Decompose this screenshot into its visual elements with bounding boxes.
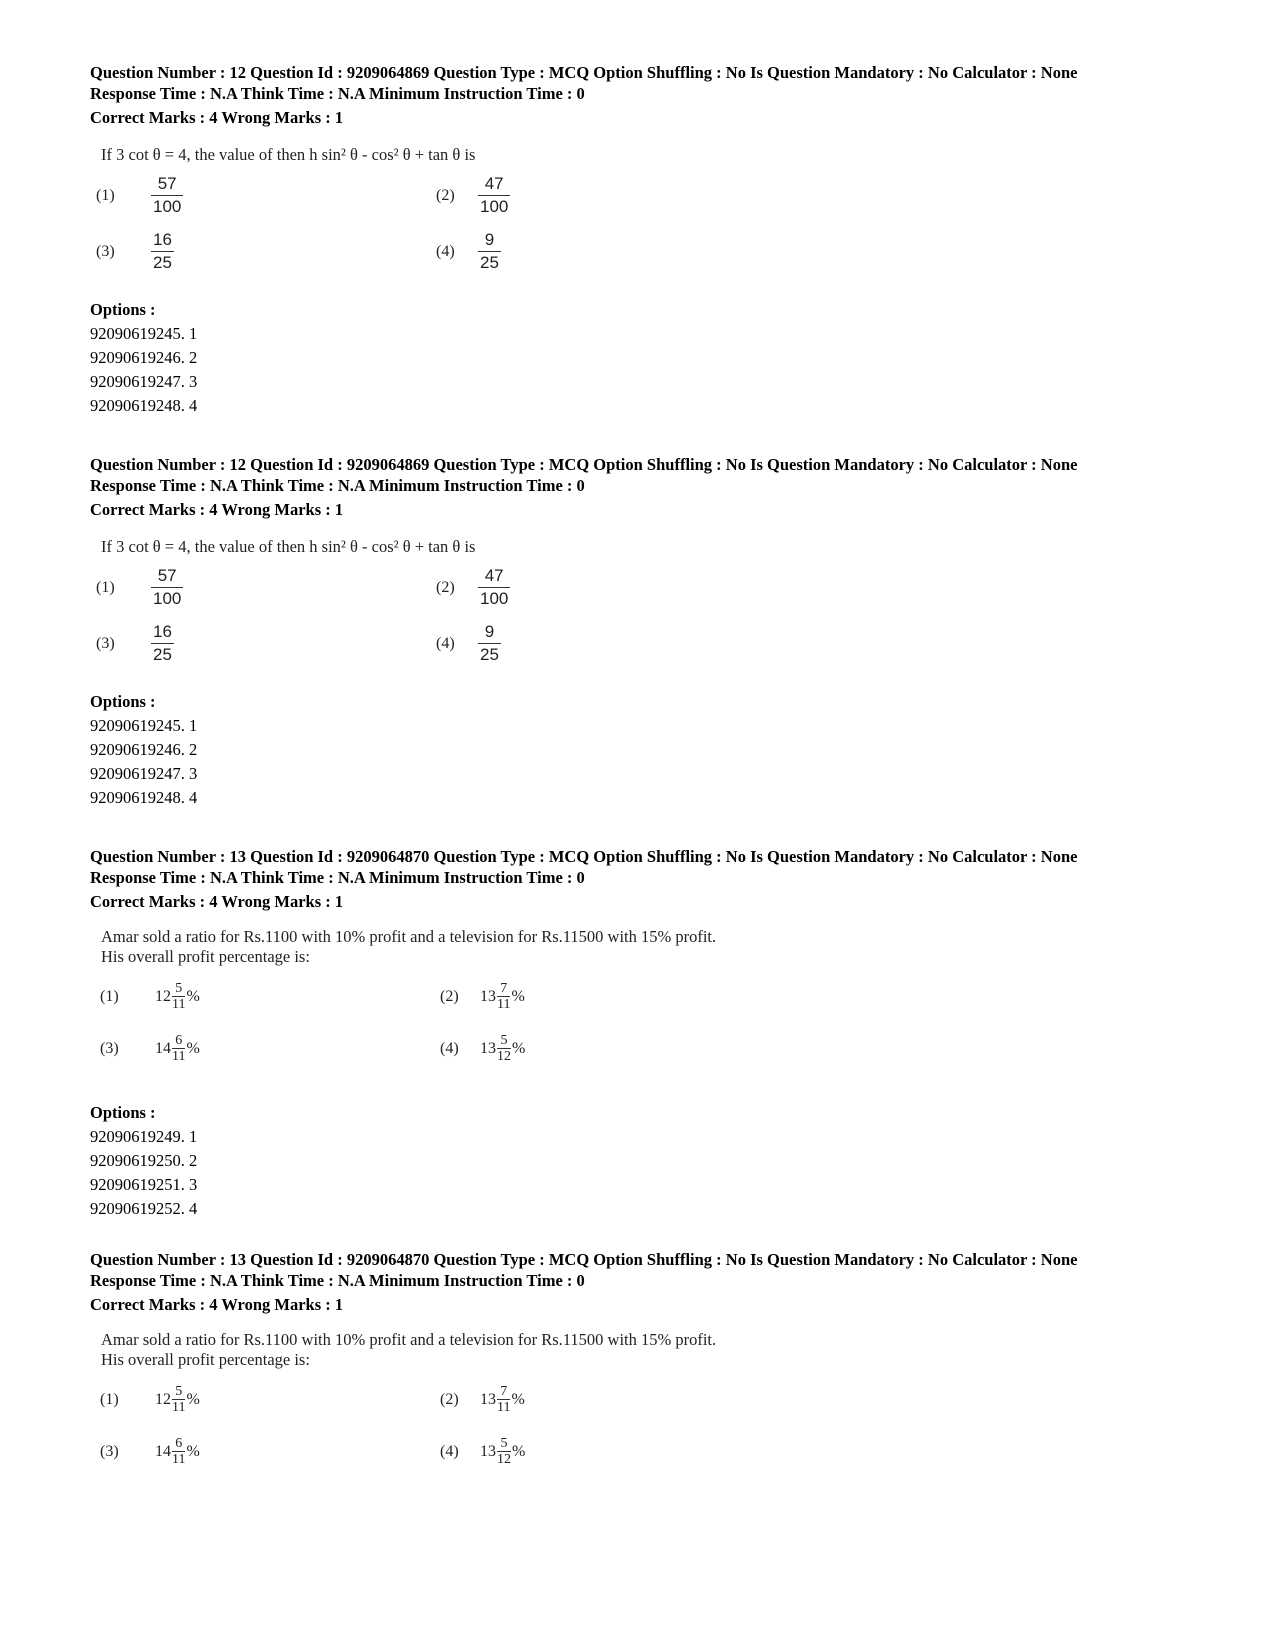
choice-mixed-number: 13 5 12 %	[480, 1033, 526, 1064]
choice-mixed-number: 14 6 11 %	[155, 1436, 200, 1467]
choice-3: (3) $\frac{16}{25}$	[96, 230, 172, 272]
choice-2: (2) $\frac{47}{100}$	[436, 174, 509, 216]
option-id-line: 92090619249. 1	[90, 1127, 198, 1146]
option-id-line: 92090619250. 2	[90, 1151, 198, 1170]
question-header-line1: Question Number : 12 Question Id : 9209064869 Question Type : MCQ Option Shuffling : No Is Question Mandatory : No Calculator : None	[90, 455, 1078, 474]
choice-3: (3) $\frac{16}{25}$	[96, 622, 172, 664]
choice-2: (2) 13 7 11 %	[440, 981, 525, 1012]
choice-4: (4) 13 5 12 %	[440, 1436, 526, 1467]
choice-fraction: $\frac{57}{100}$	[153, 566, 182, 608]
choice-fraction: $\frac{9}{25}$	[480, 230, 499, 272]
options-heading: Options :	[90, 1103, 156, 1122]
marks-line: Correct Marks : 4 Wrong Marks : 1	[90, 500, 344, 519]
options-heading: Options :	[90, 692, 156, 711]
question-header-line1: Question Number : 13 Question Id : 9209064870 Question Type : MCQ Option Shuffling : No Is Question Mandatory : No Calculator : None	[90, 847, 1078, 866]
choice-fraction: $\frac{16}{25}$	[153, 622, 172, 664]
question-header-line1: Question Number : 13 Question Id : 9209064870 Question Type : MCQ Option Shuffling : No Is Question Mandatory : No Calculator : None	[90, 1250, 1078, 1269]
choice-4: (4) 13 5 12 %	[440, 1033, 526, 1064]
question-block-3	[90, 846, 1210, 1221]
question-block-2	[90, 454, 1210, 810]
option-id-line: 92090619252. 4	[90, 1199, 198, 1218]
question-text-line1: Amar sold a ratio for Rs.1100 with 10% profit and a television for Rs.11500 with 15% profit.	[101, 1330, 717, 1349]
choice-mixed-number: 13 5 12 %	[480, 1436, 526, 1467]
answer-choices	[90, 1384, 1210, 1494]
choice-4: (4) $\frac{9}{25}$	[436, 230, 499, 272]
choice-2: (2) 13 7 11 %	[440, 1384, 525, 1415]
option-id-line: 92090619247. 3	[90, 372, 198, 391]
choice-fraction: $\frac{16}{25}$	[153, 230, 172, 272]
question-header-line2: Response Time : N.A Think Time : N.A Minimum Instruction Time : 0	[90, 868, 585, 887]
choice-fraction: $\frac{9}{25}$	[480, 622, 499, 664]
question-block-4	[90, 1249, 1210, 1494]
option-id-line: 92090619251. 3	[90, 1175, 198, 1194]
choice-2: (2) $\frac{47}{100}$	[436, 566, 509, 608]
choice-fraction: $\frac{57}{100}$	[153, 174, 182, 216]
choice-1: (1) 12 5 11 %	[100, 1384, 200, 1415]
option-id-line: 92090619245. 1	[90, 716, 198, 735]
choice-fraction: $\frac{47}{100}$	[480, 174, 509, 216]
question-header-line2: Response Time : N.A Think Time : N.A Minimum Instruction Time : 0	[90, 84, 585, 103]
option-id-line: 92090619246. 2	[90, 740, 198, 759]
option-id-line: 92090619248. 4	[90, 788, 198, 807]
question-header-line2: Response Time : N.A Think Time : N.A Minimum Instruction Time : 0	[90, 476, 585, 495]
option-id-line: 92090619248. 4	[90, 396, 198, 415]
choice-fraction: $\frac{47}{100}$	[480, 566, 509, 608]
question-header-line1: Question Number : 12 Question Id : 9209064869 Question Type : MCQ Option Shuffling : No Is Question Mandatory : No Calculator : None	[90, 63, 1078, 82]
marks-line: Correct Marks : 4 Wrong Marks : 1	[90, 892, 344, 911]
choice-4: (4) $\frac{9}{25}$	[436, 622, 499, 664]
question-text: If 3 cot θ = 4, the value of then h sin² θ - cos² θ + tan θ is	[101, 537, 476, 556]
marks-line: Correct Marks : 4 Wrong Marks : 1	[90, 108, 344, 127]
choice-3: (3) 14 6 11 %	[100, 1033, 200, 1064]
answer-choices	[90, 173, 1210, 288]
choice-mixed-number: 12 5 11 %	[155, 981, 200, 1012]
question-text: If 3 cot θ = 4, the value of then h sin² θ - cos² θ + tan θ is	[101, 145, 476, 164]
question-block-1	[90, 62, 1210, 418]
choice-mixed-number: 14 6 11 %	[155, 1033, 200, 1064]
options-heading: Options :	[90, 300, 156, 319]
choice-3: (3) 14 6 11 %	[100, 1436, 200, 1467]
marks-line: Correct Marks : 4 Wrong Marks : 1	[90, 1295, 344, 1314]
question-text-line1: Amar sold a ratio for Rs.1100 with 10% profit and a television for Rs.11500 with 15% profit.	[101, 927, 717, 946]
answer-choices	[90, 981, 1210, 1091]
option-id-line: 92090619246. 2	[90, 348, 198, 367]
choice-mixed-number: 12 5 11 %	[155, 1384, 200, 1415]
choice-mixed-number: 13 7 11 %	[480, 981, 525, 1012]
question-header-line2: Response Time : N.A Think Time : N.A Minimum Instruction Time : 0	[90, 1271, 585, 1290]
option-id-line: 92090619247. 3	[90, 764, 198, 783]
choice-1: (1) 12 5 11 %	[100, 981, 200, 1012]
answer-choices	[90, 565, 1210, 680]
option-id-line: 92090619245. 1	[90, 324, 198, 343]
question-text-line2: His overall profit percentage is:	[101, 1350, 310, 1369]
choice-mixed-number: 13 7 11 %	[480, 1384, 525, 1415]
question-text-line2: His overall profit percentage is:	[101, 947, 310, 966]
choice-1: (1) $\frac{57}{100}$	[96, 566, 182, 608]
choice-1: (1) $\frac{57}{100}$	[96, 174, 182, 216]
